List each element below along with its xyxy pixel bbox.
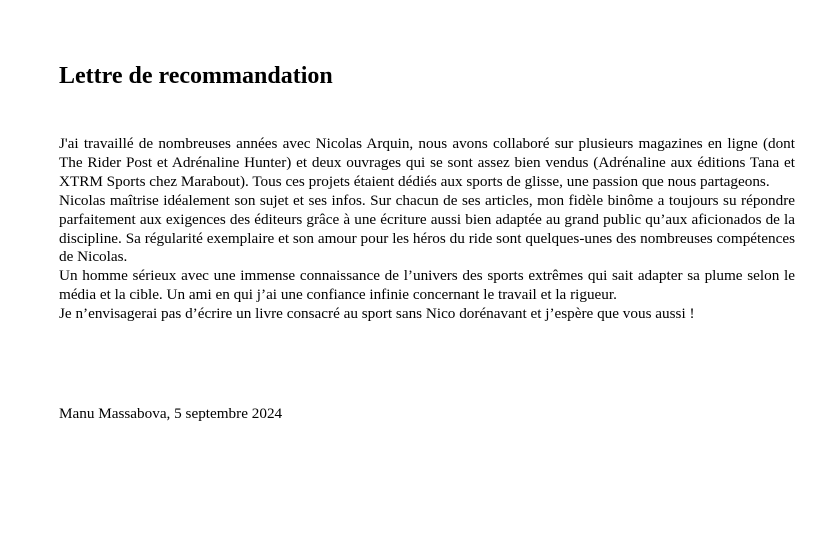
letter-body [59, 135, 795, 324]
paragraph-expertise: Nicolas maîtrise idéalement son sujet et ses infos. Sur chacun de ses articles, mon fidèle binôme a toujours su répondre parfaitement aux exigences des éditeurs grâce à une écriture aussi bien adaptée au grand public qu’aux aficionados de la discipline. Sa régularité exemplaire et son amour pour les héros du ride sont quelques-unes des nombreuses compétences de Nicolas. [59, 191, 795, 266]
paragraph-collaboration: J'ai travaillé de nombreuses années avec Nicolas Arquin, nous avons collaboré sur plusieurs magazines en ligne (dont The Rider Post et Adrénaline Hunter) et deux ouvrages qui se sont assez bien vendus (Adrénaline aux éditions Tana et XTRM Sports chez Marabout). Tous ces projets étaient dédiés aux sports de glisse, une passion que nous partageons. [59, 135, 795, 190]
letter-title: Lettre de recommandation [59, 63, 333, 89]
signature-line: Manu Massabova, 5 septembre 2024 [59, 405, 283, 422]
paragraph-conclusion: Je n’envisagerai pas d’écrire un livre consacré au sport sans Nico dorénavant et j’espère que vous aussi ! [59, 305, 695, 323]
paragraph-character: Un homme sérieux avec une immense connaissance de l’univers des sports extrêmes qui sait adapter sa plume selon le média et la cible. Un ami en qui j’ai une confiance infinie concernant le travail et la rigueur. [59, 267, 795, 304]
